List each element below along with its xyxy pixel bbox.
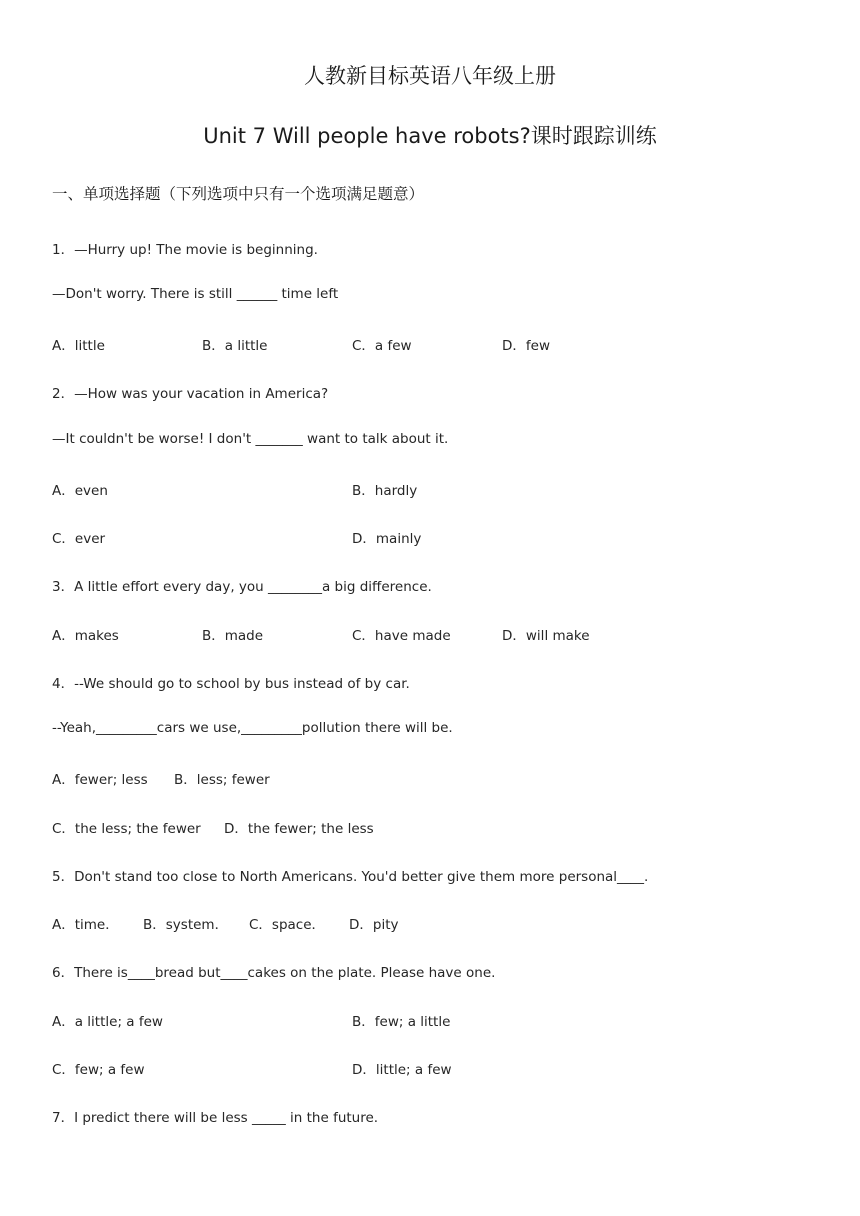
question-1-option-c: C．a few — [352, 338, 412, 354]
question-5-option-b: B．system． — [143, 917, 229, 933]
document-subtitle: Unit 7 Will people have robots?课时跟踪训练 — [203, 124, 657, 148]
question-2-option-c: C．ever — [52, 531, 106, 547]
question-3-option-d: D．will make — [502, 628, 590, 644]
question-6-option-c: C．few; a few — [52, 1062, 145, 1078]
question-4-reply: --Yeah,_________cars we use,_________pollution there will be. — [52, 720, 453, 736]
question-7-stem: 7．I predict there will be less _____ in the future. — [52, 1110, 379, 1126]
question-6-option-b: B．few; a little — [352, 1014, 451, 1030]
question-1-option-d: D．few — [502, 338, 550, 354]
question-1-stem: 1．—Hurry up! The movie is beginning. — [52, 242, 318, 258]
question-4-stem: 4．--We should go to school by bus instead of by car. — [52, 676, 410, 692]
question-3-option-a: A．makes — [52, 628, 119, 644]
question-3-option-c: C．have made — [352, 628, 451, 644]
section-heading: 一、单项选择题（下列选项中只有一个选项满足题意） — [52, 185, 425, 203]
question-2-reply: —It couldn't be worse! I don't _______ want to talk about it. — [52, 431, 449, 447]
question-2-option-b: B．hardly — [352, 483, 418, 499]
question-2-option-d: D．mainly — [352, 531, 422, 547]
question-1-reply: —Don't worry. There is still ______ time left — [52, 286, 339, 302]
question-3-stem: 3．A little effort every day, you ________a big difference. — [52, 579, 432, 595]
question-5-stem: 5．Don't stand too close to North Americans. You'd better give them more personal____. — [52, 869, 649, 885]
question-6-stem: 6．There is____bread but____cakes on the plate. Please have one. — [52, 965, 496, 981]
question-6-option-a: A．a little; a few — [52, 1014, 163, 1030]
question-4-option-d: D．the fewer; the less — [224, 821, 374, 837]
question-1-option-b: B．a little — [202, 338, 268, 354]
document-title: 人教新目标英语八年级上册 — [304, 64, 556, 88]
question-3-option-b: B．made — [202, 628, 264, 644]
question-2-option-a: A．even — [52, 483, 108, 499]
question-4-option-b: B．less; fewer — [174, 772, 270, 788]
question-5-option-d: D．pity — [349, 917, 399, 933]
question-2-stem: 2．—How was your vacation in America? — [52, 386, 329, 402]
question-5-option-a: A．time． — [52, 917, 119, 933]
question-1-option-a: A．little — [52, 338, 105, 354]
question-4-option-c: C．the less; the fewer — [52, 821, 201, 837]
question-6-option-d: D．little; a few — [352, 1062, 452, 1078]
question-5-option-c: C．space． — [249, 917, 326, 933]
question-4-option-a: A．fewer; less — [52, 772, 148, 788]
